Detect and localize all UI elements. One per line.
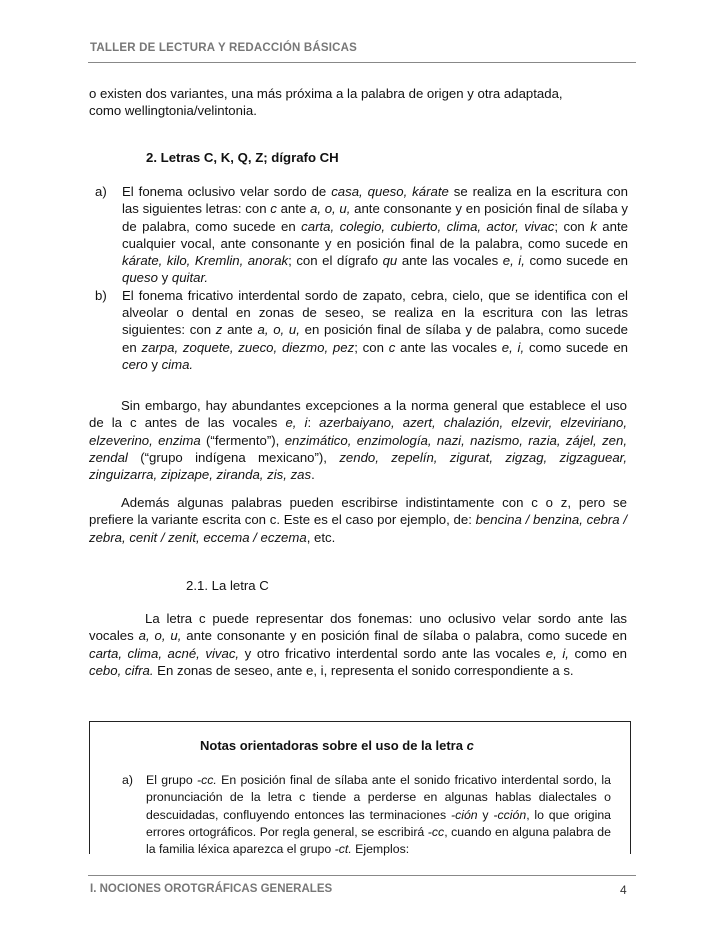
exceptions-paragraph: Sin embargo, hay abundantes excepciones a la norma general que establece el uso de la c antes de las vocales e, i: azerbaiyano, azert, chalazión, elzevir, elzeviriano, elzeverino, enzima (“fermento”), enzimático, enzimología, nazi, nazismo, razia, zájel, zen, zendal (“grupo indígena mexicano”), zendo, zepelín, zigurat, zigzag, zigzaguear, zinguizarra, zipizape, ziranda, zis, zas. <box>89 398 628 483</box>
variants-paragraph: Además algunas palabras pueden escribirse indistintamente con c o z, pero se prefiere la variante escrita con c. Este es el caso por ejemplo, de: bencina / benzina, cebra / zebra, cenit / zenit, eccema / eczema, etc. <box>89 495 627 545</box>
subsection-heading-letra-c: 2.1. La letra C <box>186 578 269 593</box>
page-number: 4 <box>620 883 627 897</box>
footer-divider <box>88 875 636 876</box>
running-header: TALLER DE LECTURA Y REDACCIÓN BÁSICAS <box>90 42 358 54</box>
notes-item-a: a) El grupo -cc. En posición final de sílaba ante el sonido fricativo interdental sordo, la pronunciación de la letra c tiende a perderse en algunas hablas dialectales o descuidadas, confluyendo entonces las terminaciones -ción y -cción, lo que origina errores ortográficos. Por regla general, se escribirá -cc, cuando en alguna palabra de la familia léxica aparezca el grupo -ct. Ejemplos: <box>122 773 612 857</box>
letra-c-paragraph: La letra c puede representar dos fonemas: uno oclusivo velar sordo ante las vocales a, o, u, ante consonante y en posición final de sílaba o palabra, como sucede en carta, clima, acné, vivac, y otro fricativo interdental sordo ante las vocales e, i, como en cebo, cifra. En zonas de seseo, ante e, i, representa el sonido correspondiente a s. <box>89 611 627 678</box>
list-marker: a) <box>95 184 107 199</box>
header-divider <box>88 62 636 63</box>
list-item-a: a) El fonema oclusivo velar sordo de casa, queso, kárate se realiza en la escritura con las siguientes letras: con c ante a, o, u, ante consonante y en posición final de sílaba y de palabra, como sucede en carta, colegio, cubierto, clima, actor, vivac; con k ante cualquier vocal, ante consonante y en posición final de la palabra, como sucede en kárate, kilo, Kremlin, anorak; con el dígrafo qu ante las vocales e, i, como sucede en queso y quitar. <box>95 184 629 286</box>
letters-list <box>95 183 629 373</box>
notes-title: Notas orientadoras sobre el uso de la letra c <box>200 738 474 753</box>
intro-paragraph: o existen dos variantes, una más próxima a la palabra de origen y otra adaptada, como wellingtonia/velintonia. <box>89 86 563 119</box>
running-footer: I. NOCIONES OROTGRÁFICAS GENERALES <box>90 883 333 895</box>
list-item-b: b) El fonema fricativo interdental sordo de zapato, cebra, cielo, que se identifica con el alveolar o dental en zonas de seseo, se realiza en la escritura con las letras siguientes: con z ante a, o, u, en posición final de sílaba y de palabra, como sucede en zarpa, zoquete, zueco, diezmo, pez; con c ante las vocales e, i, como sucede en cero y cima. <box>95 287 628 372</box>
list-marker: b) <box>95 287 107 303</box>
section-heading-letras: 2. Letras C, K, Q, Z; dígrafo CH <box>146 150 339 165</box>
notes-list <box>122 772 612 858</box>
list-marker: a) <box>122 773 133 787</box>
